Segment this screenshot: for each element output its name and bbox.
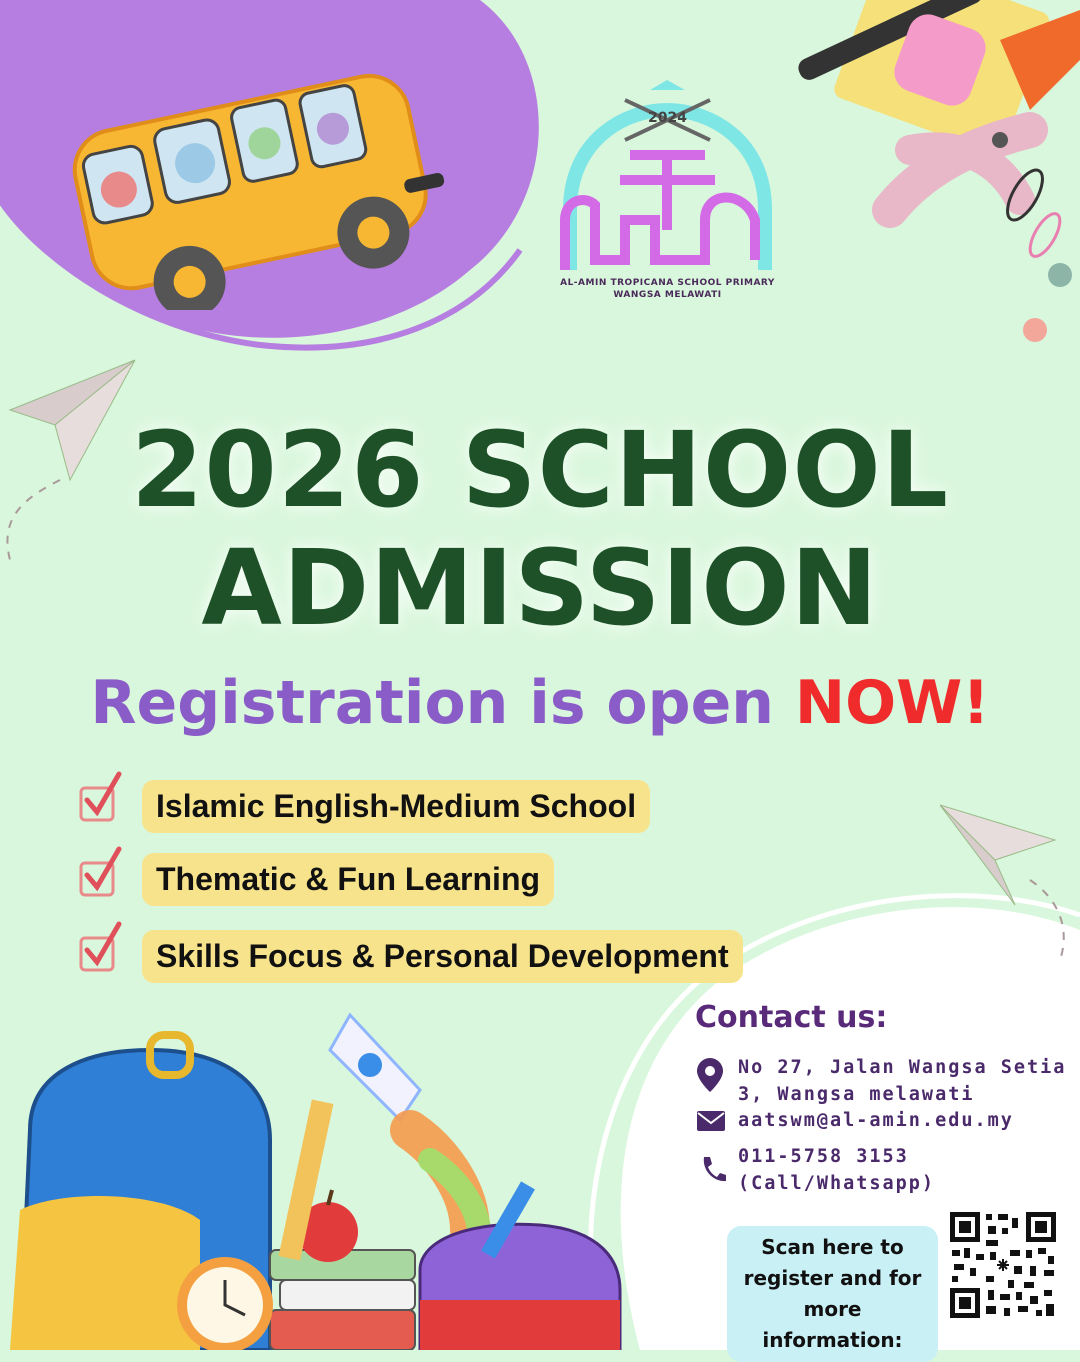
registration-subheading <box>0 668 1080 738</box>
headline-line1: 2026 SCHOOL <box>130 409 949 531</box>
checkbox-icon <box>75 920 125 975</box>
feature-label: Islamic English-Medium School <box>142 780 650 833</box>
logo-name-line2: WANGSA MELAWATI <box>613 290 722 300</box>
logo-year: 2024 <box>648 110 687 126</box>
contact-title: Contact us: <box>695 1000 888 1035</box>
checkbox-icon <box>75 845 125 900</box>
qr-caption-line1: Scan here to <box>761 1235 904 1259</box>
checkbox-icon <box>75 770 125 825</box>
subheading-emphasis: NOW! <box>794 668 990 738</box>
stationery-illustration <box>790 0 1080 360</box>
logo-emblem <box>555 80 780 270</box>
headline-line2: ADMISSION <box>201 527 879 649</box>
logo-name-line1: AL-AMIN TROPICANA SCHOOL PRIMARY <box>560 278 775 288</box>
paper-plane-right <box>940 800 1060 910</box>
location-pin-icon <box>697 1058 723 1092</box>
school-bus-illustration <box>60 50 460 310</box>
email-text[interactable]: aatswm@al-amin.edu.my <box>738 1110 1014 1131</box>
phone-note: (Call/Whatsapp) <box>738 1173 936 1194</box>
qr-caption-line2: register and for <box>743 1266 922 1290</box>
school-supplies-illustration <box>0 1010 640 1350</box>
qr-caption-line3: more information: <box>762 1297 903 1352</box>
school-logo <box>555 80 780 305</box>
phone-number[interactable]: 011-5758 3153 <box>738 1146 909 1167</box>
address-line2: 3, Wangsa melawati <box>738 1084 975 1105</box>
phone-icon <box>700 1155 726 1183</box>
email-icon <box>697 1111 725 1131</box>
qr-caption-box <box>727 1226 938 1362</box>
subheading-text: Registration is open <box>90 668 795 738</box>
qr-code[interactable] <box>948 1210 1058 1320</box>
feature-label: Thematic & Fun Learning <box>142 853 554 906</box>
feature-label: Skills Focus & Personal Development <box>142 930 743 983</box>
address-line1: No 27, Jalan Wangsa Setia <box>738 1057 1067 1078</box>
